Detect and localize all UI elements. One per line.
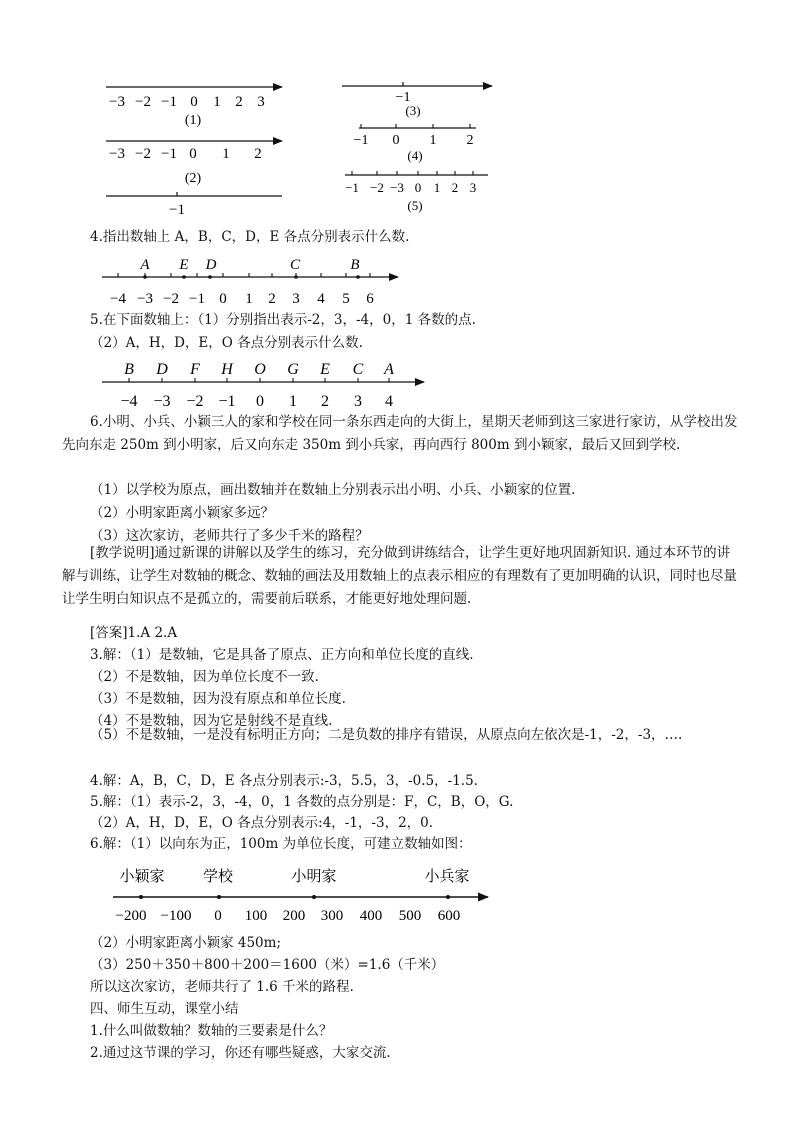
figure-caption: (2) — [184, 171, 202, 186]
answer-3-5: （5）不是数轴，一是没有标明正方向；二是负数的排序有错误，从原点向左依次是-1，-2，-3，…. — [90, 727, 683, 743]
tick-label: −3 — [153, 393, 171, 410]
tick-label: 3 — [292, 291, 300, 307]
teaching-note: [教学说明]通过新课的讲解以及学生的练习，充分做到讲练结合，让学生更好地巩固新知识. 通过本环节的讲解与训练，让学生对数轴的概念、数轴的画法及用数轴上的点表示相应的有理数有了更加明确的认识，同时也尽量让学生明白知识点不是孤立的，需要前后联系，才能更好地处理问题. — [62, 545, 737, 607]
tick-label: 2 — [451, 180, 459, 195]
place-label: 小兵家 — [424, 869, 470, 885]
tick-label: −100 — [160, 908, 192, 924]
tick-label: 1 — [213, 94, 221, 110]
tick-label: −1 — [161, 146, 177, 162]
point-label: D — [205, 257, 217, 273]
point-label: B — [350, 257, 360, 273]
place-label: 学校 — [202, 869, 234, 885]
tick-label: 0 — [190, 94, 198, 110]
answer-5-2: （2）A，H，D，E，O 各点分别表示:4，-1，-3，2，0. — [90, 815, 434, 831]
tick-label: −2 — [135, 94, 151, 110]
tick-label: 2 — [254, 146, 262, 162]
tick-label: −2 — [186, 393, 204, 410]
question-5-line-1: 5.在下面数轴上：（1）分别指出表示-2，3，-4，0，1 各数的点. — [90, 312, 476, 328]
tick-label: 2 — [466, 133, 474, 148]
tick-label: −1 — [395, 90, 411, 105]
answer-6-4: 所以这次家访，老师共行了 1.6 千米的路程. — [90, 979, 354, 995]
figure-caption: (1) — [184, 113, 202, 128]
tick-label: 0 — [214, 908, 222, 924]
point-label: F — [190, 361, 200, 378]
tick-label: 6 — [366, 291, 374, 307]
tick-label: −3 — [109, 146, 125, 162]
point-label: D — [156, 361, 168, 378]
question-5-number-line — [0, 356, 794, 410]
figure-caption: (3) — [405, 103, 421, 118]
tick-label: 4 — [317, 291, 325, 307]
point-label: A — [140, 257, 150, 273]
tick-label: −1 — [218, 393, 236, 410]
tick-label: −200 — [115, 908, 147, 924]
place-label: 小明家 — [291, 869, 337, 885]
tick-label: −2 — [370, 180, 384, 195]
number-line-3 — [342, 82, 492, 118]
tick-label: −1 — [189, 291, 205, 307]
tick-label: 1 — [429, 133, 437, 148]
tick-label: −2 — [135, 146, 151, 162]
tick-label: −1 — [353, 133, 369, 148]
answer-3-2: （2）不是数轴，因为单位长度不一致. — [90, 669, 319, 685]
question-4-text: 4.指出数轴上 A，B，C，D，E 各点分别表示什么数. — [90, 229, 410, 245]
answer-1-2: [答案]1.A 2.A — [90, 625, 178, 641]
tick-label: 5 — [342, 291, 350, 307]
section-4-question-1: 1.什么叫做数轴？数轴的三要素是什么？ — [90, 1023, 333, 1039]
point-label: A — [384, 361, 394, 378]
tick-label: 0 — [256, 393, 264, 410]
number-line-2 — [106, 141, 282, 218]
question-4-number-line — [0, 250, 794, 310]
tick-label: −3 — [109, 94, 125, 110]
number-line-1 — [106, 87, 282, 128]
tick-label: −4 — [120, 393, 138, 410]
tick-label: 100 — [244, 908, 268, 924]
tick-label: 0 — [414, 180, 422, 195]
answer-3-1: 3.解：（1）是数轴，它是具备了原点、正方向和单位长度的直线. — [90, 647, 474, 663]
tick-label: 1 — [433, 180, 441, 195]
figure-caption: (4) — [407, 148, 423, 163]
tick-label: −3 — [390, 180, 404, 195]
tick-label: 600 — [437, 908, 461, 924]
question-5-line-2: （2）A，H，D，E，O 各点分别表示什么数. — [90, 335, 363, 351]
number-line-5 — [345, 171, 488, 213]
section-4-title: 四、师生互动，课堂小结 — [90, 1001, 239, 1017]
tick-label: −1 — [161, 94, 177, 110]
tick-label: −2 — [163, 291, 179, 307]
point-label: B — [124, 361, 134, 378]
answer-3-4: （4）不是数轴，因为它是射线不是直线. — [90, 713, 333, 729]
point-label: O — [254, 361, 266, 378]
question-6-paragraph: 6.小明、小兵、小颖三人的家和学校在同一条东西走向的大街上，星期天老师到这三家进行家访，从学校出发先向东走 250m 到小明家，后又向东走 350m 到小兵家，再向西行 800m 到小颖家，最后又回到学校. — [62, 414, 738, 453]
point-label: C — [352, 361, 364, 378]
tick-label: 1 — [245, 291, 253, 307]
tick-label: 400 — [359, 908, 383, 924]
point-label: E — [179, 257, 189, 273]
tick-label: −1 — [345, 180, 359, 195]
tick-label: 2 — [235, 94, 243, 110]
tick-label: 3 — [469, 180, 477, 195]
answer-3-3: （3）不是数轴，因为没有原点和单位长度. — [90, 691, 346, 707]
tick-label: 300 — [320, 908, 344, 924]
tick-label: 2 — [268, 291, 276, 307]
answer-6-number-line — [0, 860, 794, 930]
tick-label: 3 — [354, 393, 362, 410]
section-4-question-2: 2.通过这节课的学习，你还有哪些疑惑，大家交流. — [90, 1045, 391, 1061]
top-figures — [0, 0, 794, 240]
tick-label: 2 — [321, 393, 329, 410]
answer-5-1: 5.解：（1）表示-2，3，-4，0，1 各数的点分别是：F，C，B，O，G. — [90, 794, 514, 810]
tick-label: 0 — [392, 133, 400, 148]
tick-label: 200 — [282, 908, 306, 924]
tick-label: 3 — [257, 94, 265, 110]
answer-6-1: 6.解：（1）以向东为正，100m 为单位长度，可建立数轴如图： — [90, 836, 472, 852]
question-6-sub-3: （3）这次家访，老师共行了多少千米的路程？ — [90, 528, 369, 544]
tick-label: 1 — [222, 146, 230, 162]
question-6-sub-1: （1）以学校为原点，画出数轴并在数轴上分别表示出小明、小兵、小颖家的位置. — [90, 482, 576, 498]
point-label: G — [287, 361, 299, 378]
place-label: 小颖家 — [119, 869, 165, 885]
point-label: E — [320, 361, 330, 378]
answer-4: 4.解：A，B，C，D，E 各点分别表示:-3，5.5，3，-0.5，-1.5. — [90, 773, 478, 789]
tick-label: 0 — [189, 146, 197, 162]
point-label: C — [289, 257, 301, 273]
question-6-sub-2: （2）小明家距离小颖家多远？ — [90, 505, 275, 521]
tick-label: −3 — [137, 291, 153, 307]
tick-label: 1 — [289, 393, 297, 410]
tick-label: −1 — [169, 202, 185, 218]
point-label: H — [221, 361, 233, 378]
tick-label: 0 — [219, 291, 227, 307]
tick-label: 500 — [398, 908, 422, 924]
figure-caption: (5) — [407, 198, 423, 213]
number-line-4 — [354, 124, 476, 163]
answer-6-2: （2）小明家距离小颖家 450m; — [90, 935, 281, 951]
tick-label: 4 — [385, 393, 393, 410]
tick-label: −4 — [110, 291, 126, 307]
answer-6-3: （3）250＋350＋800＋200＝1600（米）=1.6（千米） — [90, 957, 445, 973]
